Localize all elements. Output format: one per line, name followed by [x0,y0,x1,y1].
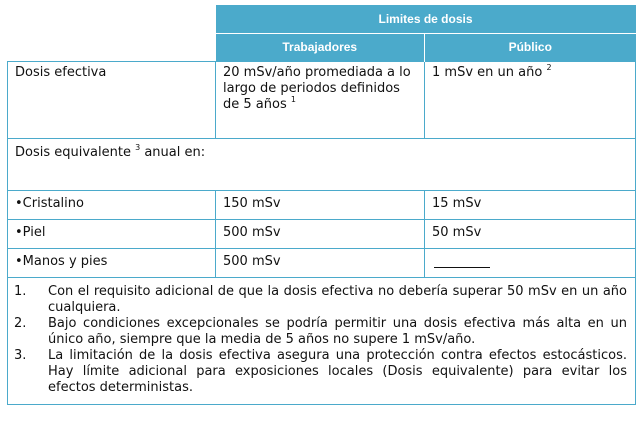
dose-limits-table [7,5,636,405]
table-row [8,138,636,190]
header-group-title: Limites de dosis [216,5,636,33]
footnotes-cell [8,277,636,404]
lens-public: 15 mSv [425,190,636,219]
effective-dose-public [425,61,636,138]
dose-limits-document [7,5,635,405]
table-row [8,190,636,219]
footnote-text: La limitación de la dosis efectiva asegura una protección contra efectos estocásticos. Hay límite adicional para exposiciones locales (Dosis equivalente) para evitar los efectos deterministas. [48,347,627,395]
footnote-ref-3: 3 [135,142,141,152]
lens-workers: 150 mSv [216,190,425,219]
effective-dose-label: Dosis efectiva [8,61,216,138]
footnote-item [14,284,627,316]
footnote-text: Con el requisito adicional de que la dosis efectiva no debería superar 50 mSv en un año cualquiera. [48,283,627,315]
footnote-item [14,348,627,396]
hands-workers: 500 mSv [216,248,425,277]
footnote-ref-1: 1 [290,94,296,104]
hands-label: •Manos y pies [8,248,216,277]
table-row [8,248,636,277]
footnote-item [14,316,627,348]
table-row [8,219,636,248]
footnote-text: Bajo condiciones excepcionales se podría permitir una dosis efectiva más alta en un único año, siempre que la media de 5 años no supere 1 mSv/año. [48,315,627,347]
equivalent-dose-label [8,138,636,190]
footnote-number: 1. [14,283,27,299]
footnote-number: 2. [14,315,27,331]
header-blank-cell [8,5,216,61]
effective-dose-workers-text: 20 mSv/año promediada a lo largo de periodos definidos de 5 años [223,64,411,112]
footnote-ref-2: 2 [546,62,552,72]
effective-dose-public-text: 1 mSv en un año [432,64,543,80]
equivalent-dose-text: Dosis equivalente [15,144,131,160]
skin-label: •Piel [8,219,216,248]
hands-public [425,248,636,277]
header-workers: Trabajadores [216,33,425,61]
skin-workers: 500 mSv [216,219,425,248]
blank-value-line [434,254,490,268]
footnotes-list [14,284,627,396]
table-row [8,61,636,138]
skin-public: 50 mSv [425,219,636,248]
lens-label: •Cristalino [8,190,216,219]
equivalent-dose-suffix: anual en: [144,144,206,160]
header-public: Público [425,33,636,61]
effective-dose-workers [216,61,425,138]
table-row [8,277,636,404]
footnote-number: 3. [14,347,27,363]
